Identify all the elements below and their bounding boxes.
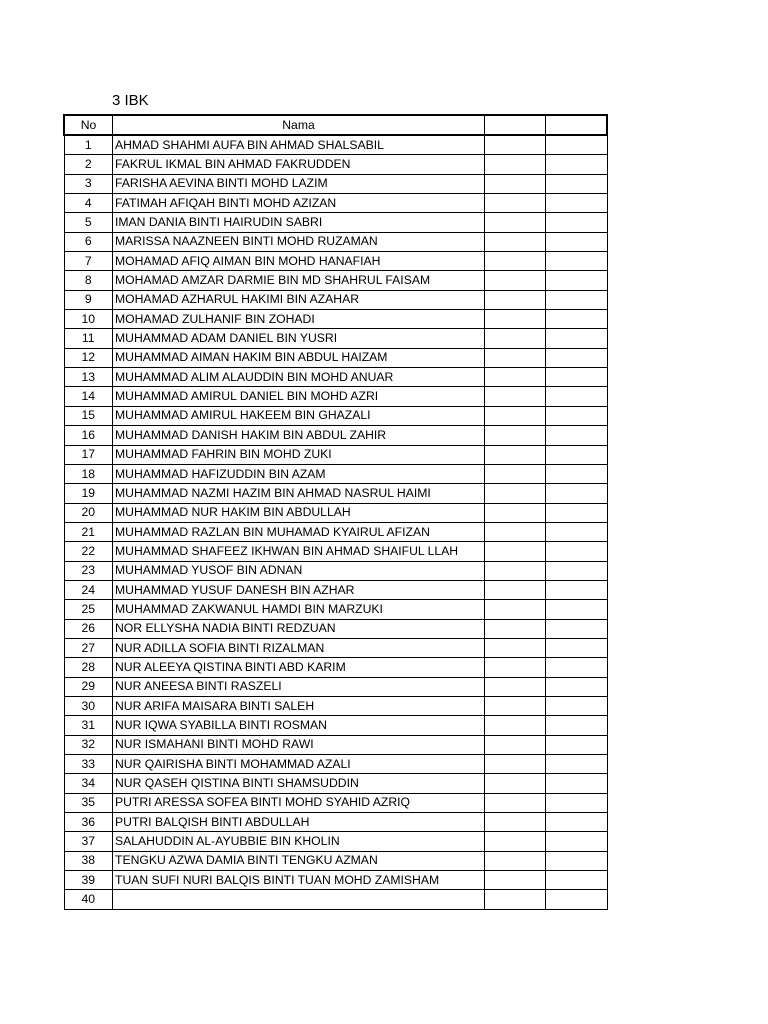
blank-cell-2: [546, 580, 608, 599]
row-number: 38: [64, 851, 113, 870]
class-title: 3 IBK: [112, 92, 149, 109]
blank-cell-1: [485, 406, 546, 425]
row-number: 11: [64, 329, 113, 348]
student-name: NUR QASEH QISTINA BINTI SHAMSUDDIN: [113, 774, 485, 793]
row-number: 9: [64, 290, 113, 309]
table-row: [64, 774, 607, 793]
blank-cell-2: [546, 135, 608, 155]
blank-cell-1: [485, 135, 546, 155]
row-number: 20: [64, 503, 113, 522]
table-row: [64, 252, 607, 271]
blank-cell-2: [546, 619, 608, 638]
blank-cell-2: [546, 890, 608, 909]
blank-cell-1: [485, 638, 546, 657]
blank-cell-1: [485, 658, 546, 677]
row-number: 15: [64, 406, 113, 425]
blank-cell-1: [485, 194, 546, 213]
blank-cell-1: [485, 445, 546, 464]
blank-cell-2: [546, 696, 608, 715]
table-row: [64, 484, 607, 503]
student-name: MUHAMMAD AMIRUL DANIEL BIN MOHD AZRI: [113, 387, 485, 406]
row-number: 33: [64, 755, 113, 774]
blank-cell-1: [485, 561, 546, 580]
student-name: MUHAMMAD SHAFEEZ IKHWAN BIN AHMAD SHAIFUL LLAH: [113, 542, 485, 561]
blank-cell-1: [485, 484, 546, 503]
table-row: [64, 464, 607, 483]
student-name: TENGKU AZWA DAMIA BINTI TENGKU AZMAN: [113, 851, 485, 870]
table-row: [64, 503, 607, 522]
table-row: [64, 793, 607, 812]
student-name: MOHAMAD AFIQ AIMAN BIN MOHD HANAFIAH: [113, 252, 485, 271]
student-name: AHMAD SHAHMI AUFA BIN AHMAD SHALSABIL: [113, 135, 485, 155]
blank-cell-2: [546, 271, 608, 290]
table-row: [64, 832, 607, 851]
student-name: MUHAMMAD YUSUF DANESH BIN AZHAR: [113, 580, 485, 599]
table-row: [64, 580, 607, 599]
student-name: NUR ANEESA BINTI RASZELI: [113, 677, 485, 696]
table-row: [64, 658, 607, 677]
student-name: MOHAMAD AZHARUL HAKIMI BIN AZAHAR: [113, 290, 485, 309]
student-name: PUTRI ARESSA SOFEA BINTI MOHD SYAHID AZRIQ: [113, 793, 485, 812]
header-blank-2: [546, 115, 608, 135]
blank-cell-1: [485, 774, 546, 793]
student-name: FARISHA AEVINA BINTI MOHD LAZIM: [113, 174, 485, 193]
header-name: Nama: [113, 115, 485, 135]
student-name: MUHAMMAD AIMAN HAKIM BIN ABDUL HAIZAM: [113, 348, 485, 367]
row-number: 13: [64, 368, 113, 387]
row-number: 27: [64, 638, 113, 657]
table-row: [64, 406, 607, 425]
blank-cell-2: [546, 213, 608, 232]
blank-cell-1: [485, 290, 546, 309]
blank-cell-2: [546, 484, 608, 503]
blank-cell-1: [485, 735, 546, 754]
row-number: 34: [64, 774, 113, 793]
student-name: FATIMAH AFIQAH BINTI MOHD AZIZAN: [113, 194, 485, 213]
student-name: NUR IQWA SYABILLA BINTI ROSMAN: [113, 716, 485, 735]
row-number: 29: [64, 677, 113, 696]
table-row: [64, 387, 607, 406]
blank-cell-2: [546, 368, 608, 387]
blank-cell-1: [485, 619, 546, 638]
row-number: 12: [64, 348, 113, 367]
blank-cell-2: [546, 522, 608, 541]
student-name: MUHAMMAD FAHRIN BIN MOHD ZUKI: [113, 445, 485, 464]
table-row: [64, 813, 607, 832]
blank-cell-1: [485, 890, 546, 909]
student-name: PUTRI BALQISH BINTI ABDULLAH: [113, 813, 485, 832]
table-header: [64, 115, 607, 135]
row-number: 37: [64, 832, 113, 851]
row-number: 36: [64, 813, 113, 832]
blank-cell-2: [546, 252, 608, 271]
blank-cell-1: [485, 696, 546, 715]
blank-cell-2: [546, 464, 608, 483]
student-name: MUHAMMAD RAZLAN BIN MUHAMAD KYAIRUL AFIZAN: [113, 522, 485, 541]
table-row: [64, 755, 607, 774]
student-name: NUR ISMAHANI BINTI MOHD RAWI: [113, 735, 485, 754]
blank-cell-2: [546, 426, 608, 445]
row-number: 10: [64, 310, 113, 329]
student-name: TUAN SUFI NURI BALQIS BINTI TUAN MOHD ZAMISHAM: [113, 871, 485, 890]
table-row: [64, 329, 607, 348]
blank-cell-1: [485, 851, 546, 870]
blank-cell-1: [485, 503, 546, 522]
row-number: 22: [64, 542, 113, 561]
row-number: 5: [64, 213, 113, 232]
blank-cell-1: [485, 522, 546, 541]
row-number: 2: [64, 155, 113, 174]
blank-cell-2: [546, 348, 608, 367]
blank-cell-1: [485, 871, 546, 890]
blank-cell-1: [485, 677, 546, 696]
student-name: FAKRUL IKMAL BIN AHMAD FAKRUDDEN: [113, 155, 485, 174]
table-row: [64, 851, 607, 870]
table-row: [64, 677, 607, 696]
blank-cell-2: [546, 832, 608, 851]
blank-cell-2: [546, 290, 608, 309]
row-number: 17: [64, 445, 113, 464]
student-name: NOR ELLYSHA NADIA BINTI REDZUAN: [113, 619, 485, 638]
row-number: 31: [64, 716, 113, 735]
student-name: MARISSA NAAZNEEN BINTI MOHD RUZAMAN: [113, 232, 485, 251]
blank-cell-1: [485, 213, 546, 232]
blank-cell-2: [546, 503, 608, 522]
row-number: 24: [64, 580, 113, 599]
blank-cell-1: [485, 813, 546, 832]
table-row: [64, 735, 607, 754]
table-row: [64, 232, 607, 251]
blank-cell-2: [546, 329, 608, 348]
row-number: 1: [64, 135, 113, 155]
student-name: MUHAMMAD DANISH HAKIM BIN ABDUL ZAHIR: [113, 426, 485, 445]
blank-cell-2: [546, 445, 608, 464]
blank-cell-1: [485, 174, 546, 193]
table-row: [64, 619, 607, 638]
row-number: 32: [64, 735, 113, 754]
row-number: 35: [64, 793, 113, 812]
blank-cell-2: [546, 677, 608, 696]
row-number: 8: [64, 271, 113, 290]
row-number: 23: [64, 561, 113, 580]
student-name: MUHAMMAD AMIRUL HAKEEM BIN GHAZALI: [113, 406, 485, 425]
student-name: MUHAMMAD ALIM ALAUDDIN BIN MOHD ANUAR: [113, 368, 485, 387]
blank-cell-2: [546, 387, 608, 406]
row-number: 7: [64, 252, 113, 271]
blank-cell-2: [546, 774, 608, 793]
table-row: [64, 445, 607, 464]
student-name: MUHAMMAD YUSOF BIN ADNAN: [113, 561, 485, 580]
blank-cell-1: [485, 232, 546, 251]
blank-cell-2: [546, 406, 608, 425]
table-row: [64, 368, 607, 387]
blank-cell-1: [485, 426, 546, 445]
blank-cell-2: [546, 813, 608, 832]
blank-cell-1: [485, 252, 546, 271]
student-name: MOHAMAD ZULHANIF BIN ZOHADI: [113, 310, 485, 329]
table-row: [64, 213, 607, 232]
blank-cell-2: [546, 793, 608, 812]
row-number: 28: [64, 658, 113, 677]
blank-cell-2: [546, 755, 608, 774]
row-number: 3: [64, 174, 113, 193]
blank-cell-1: [485, 542, 546, 561]
blank-cell-2: [546, 194, 608, 213]
blank-cell-2: [546, 735, 608, 754]
blank-cell-1: [485, 716, 546, 735]
table-row: [64, 561, 607, 580]
blank-cell-2: [546, 561, 608, 580]
blank-cell-1: [485, 580, 546, 599]
student-name: [113, 890, 485, 909]
blank-cell-1: [485, 155, 546, 174]
blank-cell-2: [546, 658, 608, 677]
student-name: NUR ARIFA MAISARA BINTI SALEH: [113, 696, 485, 715]
row-number: 16: [64, 426, 113, 445]
row-number: 14: [64, 387, 113, 406]
table-row: [64, 194, 607, 213]
student-name: IMAN DANIA BINTI HAIRUDIN SABRI: [113, 213, 485, 232]
blank-cell-1: [485, 755, 546, 774]
student-name: SALAHUDDIN AL-AYUBBIE BIN KHOLIN: [113, 832, 485, 851]
student-name: MUHAMMAD ADAM DANIEL BIN YUSRI: [113, 329, 485, 348]
row-number: 18: [64, 464, 113, 483]
blank-cell-1: [485, 464, 546, 483]
blank-cell-2: [546, 716, 608, 735]
table-row: [64, 426, 607, 445]
row-number: 30: [64, 696, 113, 715]
row-number: 21: [64, 522, 113, 541]
student-name: MUHAMMAD NUR HAKIM BIN ABDULLAH: [113, 503, 485, 522]
student-name: MOHAMAD AMZAR DARMIE BIN MD SHAHRUL FAISAM: [113, 271, 485, 290]
table-row: [64, 638, 607, 657]
blank-cell-2: [546, 155, 608, 174]
row-number: 6: [64, 232, 113, 251]
table-row: [64, 155, 607, 174]
header-blank-1: [485, 115, 546, 135]
blank-cell-2: [546, 600, 608, 619]
blank-cell-2: [546, 851, 608, 870]
blank-cell-1: [485, 271, 546, 290]
table-row: [64, 696, 607, 715]
row-number: 4: [64, 194, 113, 213]
blank-cell-2: [546, 871, 608, 890]
table-row: [64, 271, 607, 290]
blank-cell-1: [485, 329, 546, 348]
blank-cell-1: [485, 832, 546, 851]
row-number: 26: [64, 619, 113, 638]
table-row: [64, 135, 607, 155]
row-number: 39: [64, 871, 113, 890]
table-row: [64, 310, 607, 329]
student-name: MUHAMMAD ZAKWANUL HAMDI BIN MARZUKI: [113, 600, 485, 619]
student-name: MUHAMMAD HAFIZUDDIN BIN AZAM: [113, 464, 485, 483]
student-name: MUHAMMAD NAZMI HAZIM BIN AHMAD NASRUL HAIMI: [113, 484, 485, 503]
blank-cell-2: [546, 232, 608, 251]
student-name: NUR ALEEYA QISTINA BINTI ABD KARIM: [113, 658, 485, 677]
student-name: NUR ADILLA SOFIA BINTI RIZALMAN: [113, 638, 485, 657]
blank-cell-1: [485, 387, 546, 406]
table-row: [64, 542, 607, 561]
header-row: [64, 115, 607, 135]
blank-cell-1: [485, 310, 546, 329]
table-row: [64, 290, 607, 309]
table-row: [64, 871, 607, 890]
table-row: [64, 890, 607, 909]
table-row: [64, 174, 607, 193]
student-list-table: [63, 114, 608, 910]
row-number: 40: [64, 890, 113, 909]
blank-cell-1: [485, 368, 546, 387]
student-name: NUR QAIRISHA BINTI MOHAMMAD AZALI: [113, 755, 485, 774]
table-body: [64, 135, 607, 909]
blank-cell-2: [546, 638, 608, 657]
blank-cell-2: [546, 542, 608, 561]
table-row: [64, 600, 607, 619]
table-row: [64, 716, 607, 735]
blank-cell-2: [546, 310, 608, 329]
blank-cell-1: [485, 348, 546, 367]
row-number: 25: [64, 600, 113, 619]
row-number: 19: [64, 484, 113, 503]
header-no: No: [64, 115, 113, 135]
blank-cell-1: [485, 600, 546, 619]
table-row: [64, 522, 607, 541]
table-row: [64, 348, 607, 367]
blank-cell-1: [485, 793, 546, 812]
blank-cell-2: [546, 174, 608, 193]
